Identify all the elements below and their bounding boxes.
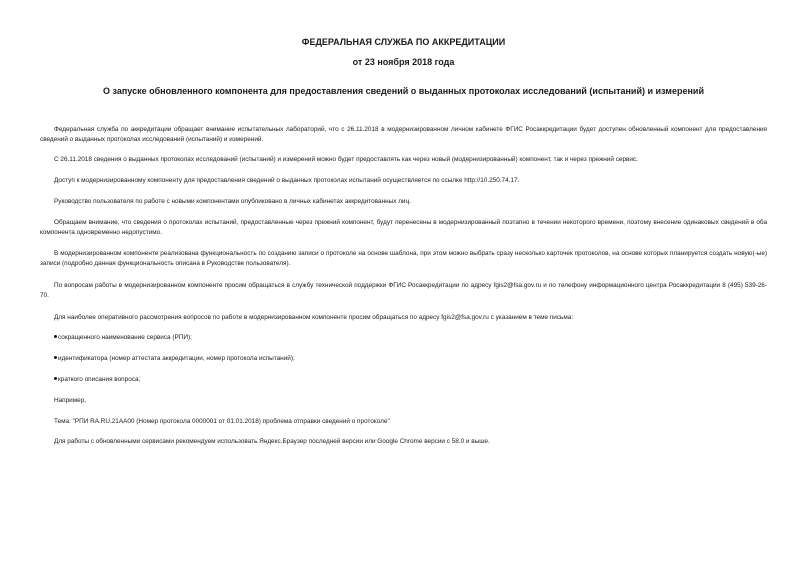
paragraph: Обращаем внимание, что сведения о протоколах испытаний, предоставленные через прежний компонент, будут перенесены в модернизированный поэтапно в течении некоторого времени, поэтому внесение одинаковых сведений в оба компонента одновременно недопустимо. bbox=[40, 219, 767, 236]
bullet-icon bbox=[54, 335, 57, 338]
paragraph: Федеральная служба по аккредитации обращает внимание испытательных лабораторий, что с 26.11.2018 в модернизированном личном кабинете ФГИС Росаккредитации будет доступен обновленный компонент для предоставления сведений о выданных протоколах исследований (испытаний) и измерений. bbox=[40, 126, 767, 143]
bullet-icon bbox=[54, 356, 57, 359]
paragraph: В модернизированном компоненте реализована функциональность по созданию записи о протоколе на основе шаблона, при этом можно выбрать сразу несколько карточек протоколов, на основе которых планируется создать новую(-ые) записи (подробно данная функциональность описана в Руководстве пользователя). bbox=[40, 250, 767, 267]
document-date: от 23 ноября 2018 года bbox=[352, 57, 455, 67]
closing-paragraph: Для работы с обновленными сервисами рекомендуем использовать Яндекс.Браузер последней версии или Google Chrome версии с 58.0 и выше. bbox=[54, 438, 490, 445]
list-item-text: краткого описания вопроса; bbox=[58, 376, 141, 383]
agency-heading: ФЕДЕРАЛЬНАЯ СЛУЖБА ПО АККРЕДИТАЦИИ bbox=[301, 37, 506, 47]
paragraph: Для наиболее оперативного рассмотрения вопросов по работе в модернизированном компоненте просим обращаться по адресу fgis2@fsa.gov.ru с указанием в теме письма: bbox=[54, 314, 574, 321]
paragraph: С 26.11.2018 сведения о выданных протоколах исследований (испытаний) и измерений можно будет предоставлять как через новый (модернизированный) компонент, так и через прежний сервис. bbox=[54, 156, 638, 163]
list-item bbox=[54, 375, 140, 385]
paragraph: Доступ к модернизированному компоненту для предоставления сведений о выданных протоколах испытаний осуществляется по ссылке http://10.250.74.17. bbox=[54, 177, 520, 184]
paragraph: По вопросам работы в модернизированном компоненте просим обращаться в службу технической поддержки ФГИС Росаккредитации по адресу fgis2@fsa.gov.ru и по телефону информационного центра Росаккредитации 8 (495) 539-26-70. bbox=[40, 282, 767, 299]
example-text: Тема: "РПИ RA.RU.21AA00 (Номер протокола 0000001 от 01.01.2018) проблема отправки сведений о протоколе" bbox=[54, 418, 390, 425]
bullet-icon bbox=[54, 377, 57, 380]
list-item-text: сокращенного наименование сервиса (РПИ); bbox=[58, 334, 192, 341]
list-item-text: идентификатора (номер аттестата аккредитации, номер протокола испытаний); bbox=[58, 355, 295, 362]
document-title: О запуске обновленного компонента для предоставления сведений о выданных протоколах исследований (испытаний) и измерений bbox=[103, 86, 704, 96]
list-item bbox=[54, 333, 192, 343]
example-label: Например, bbox=[54, 397, 87, 404]
paragraph: Руководство пользователя по работе с новыми компонентами опубликовано в личных кабинетах аккредитованных лиц. bbox=[54, 198, 411, 205]
list-item bbox=[54, 354, 295, 364]
